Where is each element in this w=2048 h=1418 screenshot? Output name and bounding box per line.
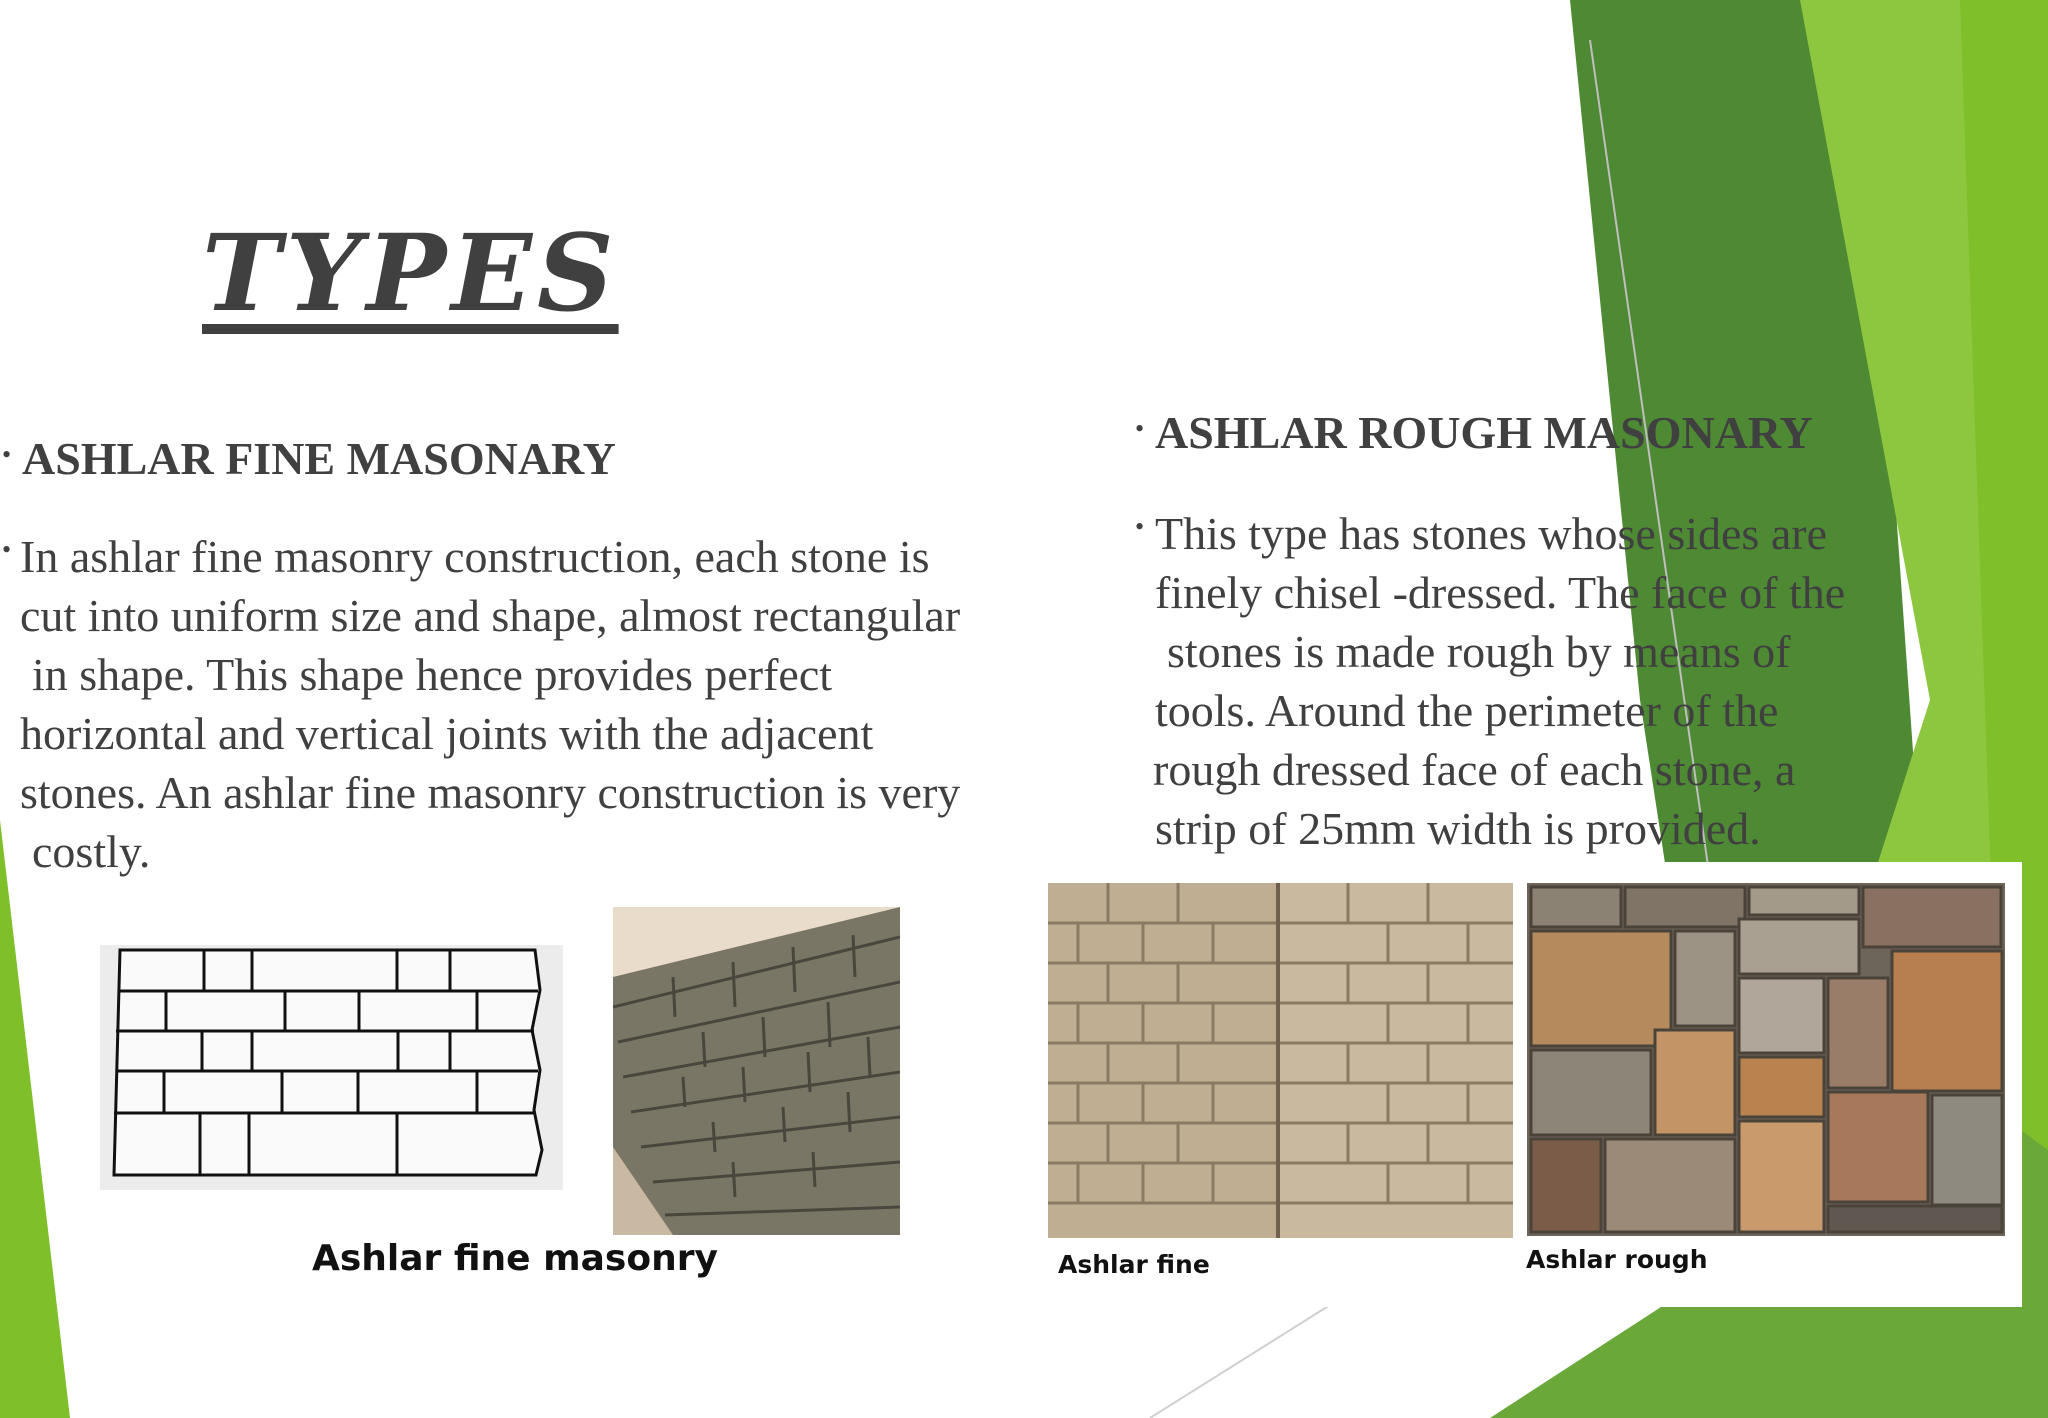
- ashlar-wall-photo: [613, 907, 900, 1235]
- paragraph-line: costly.: [32, 826, 151, 877]
- paragraph-line: cut into uniform size and shape, almost rectangular: [20, 590, 961, 641]
- paragraph-line: tools. Around the perimeter of the: [1155, 685, 1779, 736]
- paragraph-line: stones. An ashlar fine masonry construction is very: [20, 767, 961, 818]
- paragraph-line: horizontal and vertical joints with the adjacent: [20, 708, 874, 759]
- paragraph-line: stones is made rough by means of: [1167, 626, 1791, 677]
- thin-diagonal-line: [1150, 1305, 1330, 1418]
- green-shape-left: [0, 820, 70, 1418]
- bullet-glyph: •: [2, 535, 12, 564]
- paragraph-line: rough dressed face of each stone, a: [1153, 744, 1796, 795]
- right-heading: ASHLAR ROUGH MASONARY: [1155, 407, 1813, 458]
- paragraph-line: in shape. This shape hence provides perfect: [32, 649, 833, 700]
- left-heading: ASHLAR FINE MASONARY: [22, 433, 616, 484]
- left-paragraph: [0, 527, 960, 881]
- paragraph-line: In ashlar fine masonry construction, each stone is: [20, 531, 930, 582]
- brick-diagram-image: [100, 945, 563, 1190]
- bullet-glyph: •: [1135, 414, 1145, 443]
- bullet-glyph: •: [1135, 512, 1145, 541]
- paragraph-line: finely chisel -dressed. The face of the: [1155, 567, 1846, 618]
- bullet-glyph: •: [2, 440, 12, 469]
- ashlar-fine-caption: Ashlar fine: [1058, 1250, 1210, 1279]
- left-image-caption: Ashlar fine masonry: [312, 1238, 718, 1279]
- ashlar-rough-caption: Ashlar rough: [1526, 1245, 1708, 1274]
- ashlar-rough-photo: [1527, 883, 2005, 1236]
- paragraph-line: This type has stones whose sides are: [1155, 508, 1827, 559]
- slide-title: TYPES: [202, 210, 619, 335]
- ashlar-fine-photo: [1048, 883, 1513, 1238]
- right-paragraph: [1153, 504, 1845, 858]
- paragraph-line: strip of 25mm width is provided.: [1155, 803, 1761, 854]
